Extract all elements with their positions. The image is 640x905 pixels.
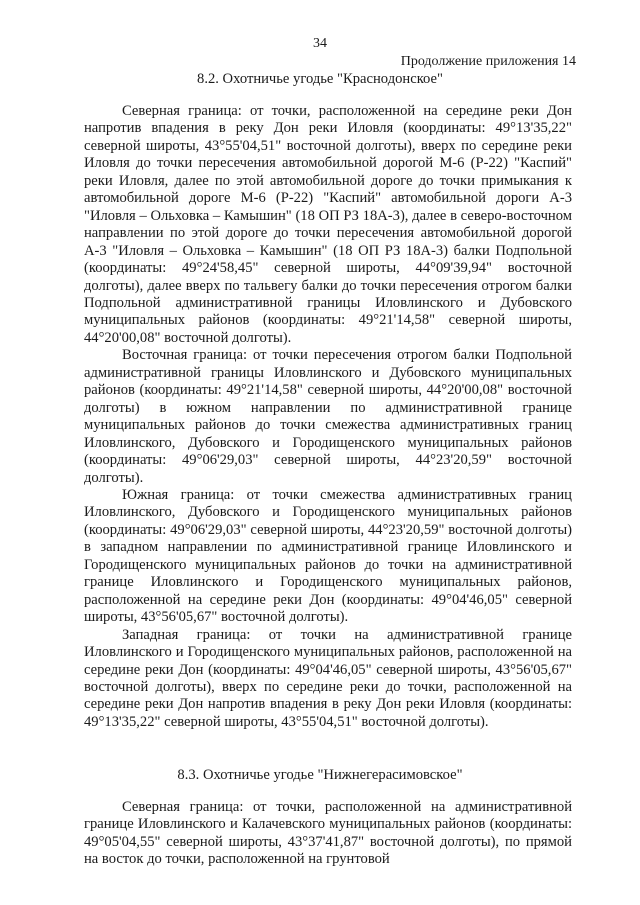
appendix-continuation-note: Продолжение приложения 14 <box>400 54 576 69</box>
east-boundary-paragraph: Восточная граница: от точки пересечения отрогом балки Подпольной административной границы Иловлинского и Дубовского муниципальных районов (координаты: 49°21'14,58" северной широты, 44°20'00,08" восточной долготы) в южном направлении по административной границе муниципальных районов до точки смежества административных границ Иловлинского, Дубовского и Городищенского муниципальных районов (координаты: 49°06'29,03" северной широты, 44°23'20,59" восточной долготы). <box>84 347 572 486</box>
section-body-krasnodonskoe <box>84 103 572 731</box>
section-heading-krasnodonskoe: 8.2. Охотничье угодье "Краснодонское" <box>197 71 443 87</box>
west-boundary-paragraph: Западная граница: от точки на административной границе Иловлинского и Городищенского муниципальных районов, расположенной на середине реки Дон (координаты: 49°04'46,05" северной широты, 43°56'05,67" восточной долготы), вверх по середине реки до точки, расположенной на середине реки Дон напротив впадения в реку Дон реки Иловля (координаты: 49°13'35,22" северной широты, 43°55'04,51" восточной долготы). <box>84 626 572 730</box>
north-boundary-paragraph-2: Северная граница: от точки, расположенной на административной границе Иловлинского и Калачевского муниципальных районов (координаты: 49°05'04,55" северной широты, 43°37'41,87" восточной долготы), по прямой на восток до точки, расположенной на грунтовой <box>84 799 572 868</box>
section-heading-nizhnegerasimovskoe: 8.3. Охотничье угодье "Нижнегерасимовское" <box>177 767 463 783</box>
page-number: 34 <box>313 36 327 51</box>
section-body-nizhnegerasimovskoe <box>84 799 572 869</box>
south-boundary-paragraph: Южная граница: от точки смежества административных границ Иловлинского, Дубовского и Городищенского муниципальных районов (координаты: 49°06'29,03" северной широты, 44°23'20,59" восточной долготы) в западном направлении по административной границе Иловлинского и Городищенского муниципальных районов до точки на административной границе Иловлинского и Городищенского муниципальных районов, расположенной на середине реки Дон (координаты: 49°04'46,05" северной широты, 43°56'05,67" восточной долготы). <box>84 486 572 626</box>
north-boundary-paragraph: Северная граница: от точки, расположенной на середине реки Дон напротив впадения в реку Дон реки Иловля (координаты: 49°13'35,22" северной широты, 43°55'04,51" восточной долготы), вверх по середине реки Иловля до точки пересечения автомобильной дорогой М-6 (Р-22) "Каспий" реки Иловля, далее по этой автомобильной дороге до точки примыкания к автомобильной дороге М-6 (Р-22) "Каспий" автомобильной дороги А-3 "Иловля – Ольховка – Камышин" (18 ОП РЗ 18А-3), далее в северо-восточном направлении по этой дороге до точки пересечения автомобильной дорогой А-3 "Иловля – Ольховка – Камышин" (18 ОП РЗ 18А-3) балки Подпольной (координаты: 49°24'58,45" северной широты, 44°09'39,94" восточной долготы), далее вверх по тальвегу балки до точки пересечения отрогом балки Подпольной административной границы Иловлинского и Дубовского муниципальных районов (координаты: 49°21'14,58" северной широты, 44°20'00,08" восточной долготы). <box>84 103 572 346</box>
